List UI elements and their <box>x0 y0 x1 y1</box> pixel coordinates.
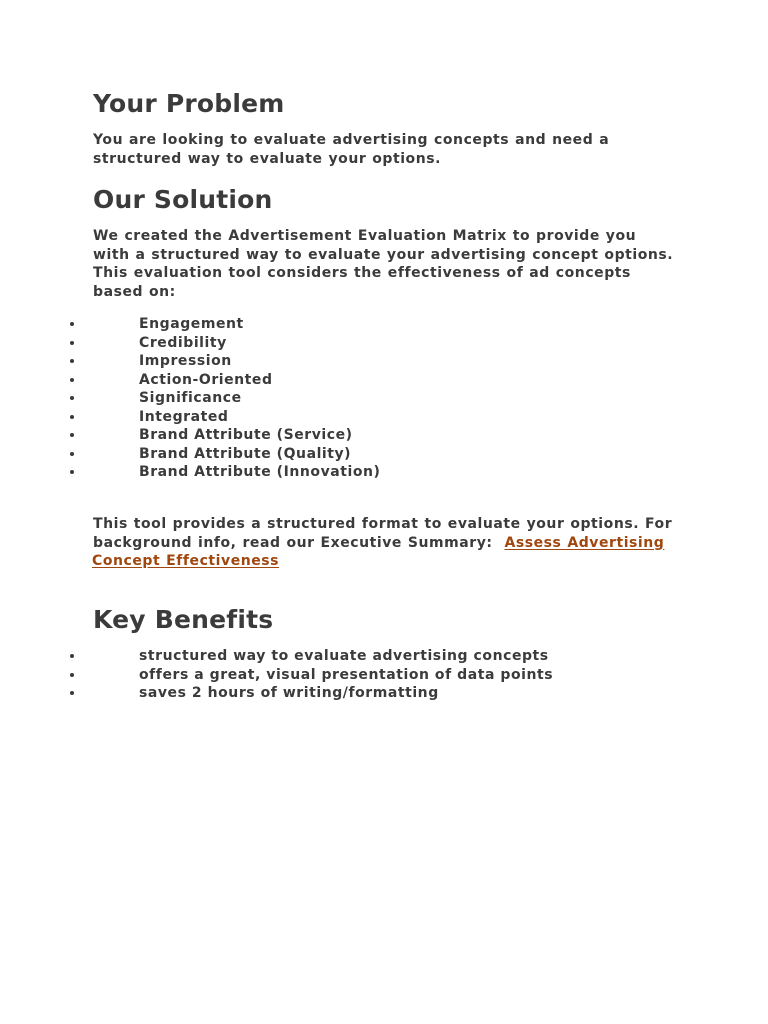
bullet-icon <box>70 691 74 695</box>
benefit-label: offers a great, visual presentation of data points <box>139 666 554 683</box>
tool-line <box>92 552 672 571</box>
solution-line: with a structured way to evaluate your advertising concept options. <box>93 246 674 263</box>
heading-our-solution: Our Solution <box>93 185 273 214</box>
solution-line: We created the Advertisement Evaluation Matrix to provide you <box>93 228 637 244</box>
tool-line-prefix: background info, read our Executive Summary: <box>93 534 493 551</box>
solution-line: based on: <box>93 283 176 300</box>
bullet-icon <box>70 654 74 658</box>
criteria-label: Integrated <box>139 408 229 425</box>
criteria-label: Engagement <box>139 316 244 332</box>
criteria-label: Brand Attribute (Quality) <box>139 445 352 462</box>
problem-line: You are looking to evaluate advertising concepts and need a <box>93 132 610 148</box>
executive-summary-link[interactable]: Assess Advertising <box>504 534 665 551</box>
bullet-icon <box>70 673 74 677</box>
benefit-label: structured way to evaluate advertising concepts <box>139 648 549 664</box>
tool-line: This tool provides a structured format to evaluate your options. For <box>93 516 673 532</box>
criteria-label: Brand Attribute (Service) <box>139 427 353 443</box>
criteria-label: Impression <box>139 353 232 369</box>
problem-paragraph <box>93 131 609 168</box>
bullet-icon <box>70 433 74 437</box>
bullet-icon <box>70 470 74 474</box>
criteria-label: Significance <box>139 390 242 406</box>
bullet-icon <box>70 378 74 382</box>
heading-your-problem: Your Problem <box>93 89 285 118</box>
solution-line: This evaluation tool considers the effectiveness of ad concepts <box>93 265 631 281</box>
executive-summary-link-continued[interactable]: Concept Effectiveness <box>92 553 280 569</box>
heading-key-benefits: Key Benefits <box>93 605 274 634</box>
bullet-icon <box>70 341 74 345</box>
bullet-icon <box>70 396 74 400</box>
tool-paragraph <box>93 515 672 571</box>
bullet-icon <box>70 415 74 419</box>
bullet-icon <box>70 452 74 456</box>
bullet-icon <box>70 359 74 363</box>
criteria-label: Brand Attribute (Innovation) <box>139 464 381 480</box>
criteria-label: Credibility <box>139 334 227 351</box>
solution-paragraph <box>93 227 673 301</box>
criteria-label: Action-Oriented <box>139 371 273 388</box>
tool-line <box>93 534 672 553</box>
benefit-label: saves 2 hours of writing/formatting <box>139 685 439 701</box>
bullet-icon <box>70 322 74 326</box>
problem-line: structured way to evaluate your options. <box>93 150 441 167</box>
